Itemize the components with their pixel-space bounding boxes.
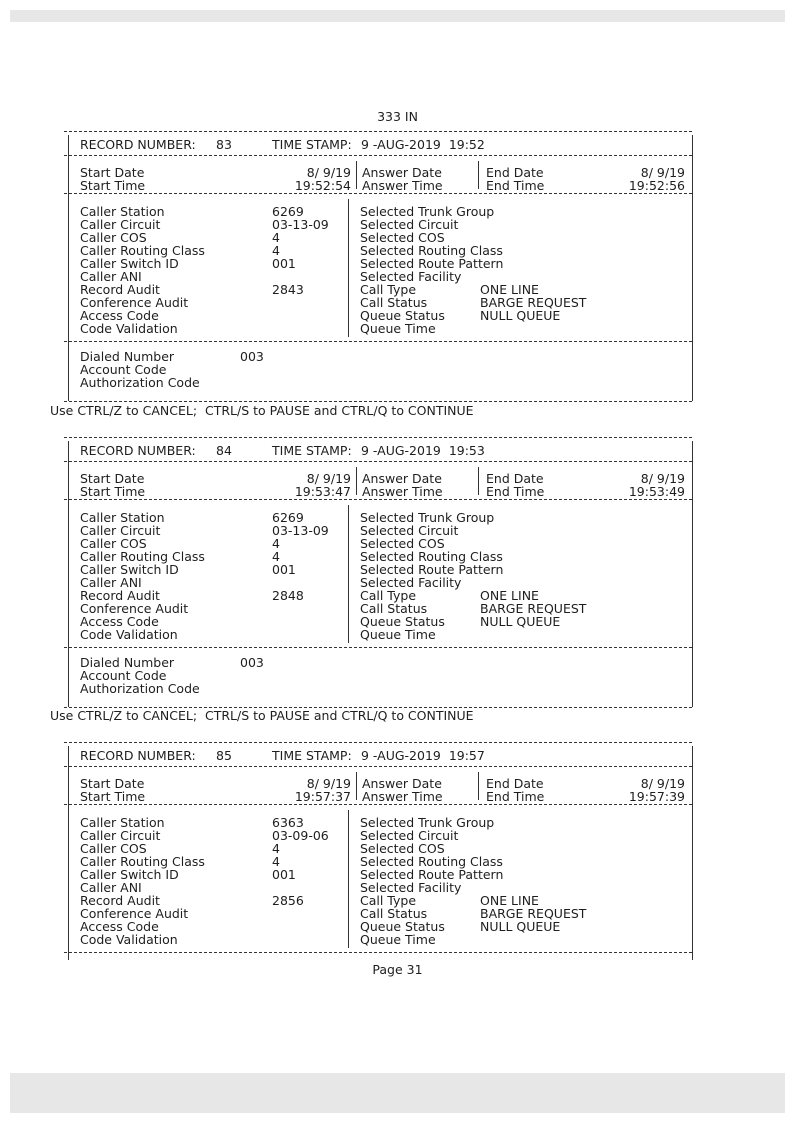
- record-number-value: 83: [216, 137, 232, 152]
- end-divider: [478, 467, 479, 495]
- call-type-label: Call Type: [360, 282, 417, 297]
- end-divider: [478, 772, 479, 800]
- end-time-label: End Time: [486, 789, 545, 804]
- start-date-value: 8/ 9/19: [306, 165, 351, 180]
- start-date-label: Start Date: [80, 471, 145, 486]
- caller-station-value: 6269: [272, 510, 304, 525]
- start-date-value: 8/ 9/19: [306, 471, 351, 486]
- record-main-rule: [64, 341, 692, 342]
- caller-station-label: Caller Station: [80, 204, 165, 219]
- record-audit-label: Record Audit: [80, 588, 160, 603]
- caller-station-value: 6363: [272, 815, 304, 830]
- record-times-rule: [64, 499, 692, 500]
- page-number: Page 31: [372, 962, 423, 977]
- record-header-rule: [64, 155, 692, 156]
- caller-ani-label: Caller ANI: [80, 575, 142, 590]
- caller-cos-label: Caller COS: [80, 230, 147, 245]
- time-stamp-label: TIME STAMP:: [272, 137, 352, 152]
- record-header-rule: [64, 461, 692, 462]
- account-code-label: Account Code: [80, 668, 167, 683]
- answer-time-label: Answer Time: [362, 178, 443, 193]
- end-date-label: End Date: [486, 165, 544, 180]
- record-times-rule: [64, 193, 692, 194]
- call-type-value: ONE LINE: [480, 282, 539, 297]
- record-header-rule: [64, 766, 692, 767]
- dialed-number-value: 003: [240, 349, 264, 364]
- selected-trunk-group-label: Selected Trunk Group: [360, 204, 495, 219]
- selected-circuit-label: Selected Circuit: [360, 828, 459, 843]
- caller-cos-label: Caller COS: [80, 536, 147, 551]
- caller-ani-label: Caller ANI: [80, 269, 142, 284]
- caller-circuit-value: 03-13-09: [272, 217, 329, 232]
- call-type-value: ONE LINE: [480, 893, 539, 908]
- queue-status-value: NULL QUEUE: [480, 919, 561, 934]
- caller-switch-id-value: 001: [272, 256, 296, 271]
- code-validation-label: Code Validation: [80, 627, 178, 642]
- selected-divider: [348, 505, 349, 643]
- call-status-value: BARGE REQUEST: [480, 295, 587, 310]
- caller-cos-value: 4: [272, 230, 280, 245]
- answer-divider: [356, 467, 357, 495]
- selected-divider: [348, 199, 349, 337]
- selected-routing-class-label: Selected Routing Class: [360, 854, 503, 869]
- access-code-label: Access Code: [80, 614, 159, 629]
- record-left-border: [68, 441, 69, 707]
- selected-route-pattern-label: Selected Route Pattern: [360, 256, 504, 271]
- end-divider: [478, 161, 479, 189]
- call-status-label: Call Status: [360, 601, 428, 616]
- time-stamp-label: TIME STAMP:: [272, 748, 352, 763]
- queue-time-label: Queue Time: [360, 321, 436, 336]
- record-number-value: 85: [216, 748, 232, 763]
- caller-circuit-label: Caller Circuit: [80, 828, 161, 843]
- record-right-border: [692, 135, 693, 401]
- selected-divider: [348, 810, 349, 948]
- caller-circuit-value: 03-13-09: [272, 523, 329, 538]
- end-time-label: End Time: [486, 484, 545, 499]
- caller-circuit-label: Caller Circuit: [80, 523, 161, 538]
- answer-date-label: Answer Date: [362, 165, 442, 180]
- caller-switch-id-label: Caller Switch ID: [80, 256, 179, 271]
- record-top-rule: [64, 742, 692, 743]
- selected-facility-label: Selected Facility: [360, 575, 462, 590]
- dialed-number-value: 003: [240, 655, 264, 670]
- end-date-label: End Date: [486, 776, 544, 791]
- record-number-label: RECORD NUMBER:: [80, 137, 196, 152]
- call-status-value: BARGE REQUEST: [480, 601, 587, 616]
- record-audit-value: 2856: [272, 893, 304, 908]
- start-time-value: 19:52:54: [294, 178, 351, 193]
- queue-status-label: Queue Status: [360, 919, 445, 934]
- authorization-code-label: Authorization Code: [80, 375, 200, 390]
- end-time-label: End Time: [486, 178, 545, 193]
- caller-switch-id-label: Caller Switch ID: [80, 867, 179, 882]
- code-validation-label: Code Validation: [80, 932, 178, 947]
- caller-station-value: 6269: [272, 204, 304, 219]
- selected-trunk-group-label: Selected Trunk Group: [360, 510, 495, 525]
- call-type-value: ONE LINE: [480, 588, 539, 603]
- caller-routing-class-value: 4: [272, 549, 280, 564]
- selected-trunk-group-label: Selected Trunk Group: [360, 815, 495, 830]
- call-status-label: Call Status: [360, 295, 428, 310]
- start-time-value: 19:53:47: [294, 484, 351, 499]
- call-type-label: Call Type: [360, 893, 417, 908]
- answer-divider: [356, 161, 357, 189]
- start-date-value: 8/ 9/19: [306, 776, 351, 791]
- record-left-border: [68, 746, 69, 960]
- caller-routing-class-value: 4: [272, 243, 280, 258]
- selected-route-pattern-label: Selected Route Pattern: [360, 562, 504, 577]
- start-date-label: Start Date: [80, 776, 145, 791]
- caller-cos-label: Caller COS: [80, 841, 147, 856]
- queue-time-label: Queue Time: [360, 932, 436, 947]
- caller-switch-id-label: Caller Switch ID: [80, 562, 179, 577]
- queue-status-label: Queue Status: [360, 614, 445, 629]
- record-number-label: RECORD NUMBER:: [80, 443, 196, 458]
- end-date-value: 8/ 9/19: [640, 165, 685, 180]
- end-date-label: End Date: [486, 471, 544, 486]
- report-title: 333 IN: [377, 109, 418, 124]
- call-status-label: Call Status: [360, 906, 428, 921]
- selected-cos-label: Selected COS: [360, 536, 445, 551]
- start-time-value: 19:57:37: [294, 789, 351, 804]
- caller-station-label: Caller Station: [80, 815, 165, 830]
- time-stamp-value: 9 -AUG-2019 19:57: [361, 748, 485, 763]
- record-audit-value: 2848: [272, 588, 304, 603]
- answer-divider: [356, 772, 357, 800]
- record-audit-label: Record Audit: [80, 282, 160, 297]
- queue-time-label: Queue Time: [360, 627, 436, 642]
- answer-date-label: Answer Date: [362, 471, 442, 486]
- record-top-rule: [64, 131, 692, 132]
- record-left-border: [68, 135, 69, 401]
- end-time-value: 19:57:39: [628, 789, 685, 804]
- account-code-label: Account Code: [80, 362, 167, 377]
- caller-routing-class-label: Caller Routing Class: [80, 243, 205, 258]
- dialed-number-label: Dialed Number: [80, 349, 175, 364]
- caller-routing-class-value: 4: [272, 854, 280, 869]
- terminal-prompt: Use CTRL/Z to CANCEL; CTRL/S to PAUSE and CTRL/Q to CONTINUE: [50, 708, 474, 723]
- dialed-number-label: Dialed Number: [80, 655, 175, 670]
- record-number-label: RECORD NUMBER:: [80, 748, 196, 763]
- record-right-border: [692, 441, 693, 707]
- record-end-rule: [64, 401, 692, 402]
- answer-time-label: Answer Time: [362, 789, 443, 804]
- selected-routing-class-label: Selected Routing Class: [360, 549, 503, 564]
- answer-date-label: Answer Date: [362, 776, 442, 791]
- start-time-label: Start Time: [80, 178, 146, 193]
- access-code-label: Access Code: [80, 919, 159, 934]
- caller-cos-value: 4: [272, 841, 280, 856]
- caller-circuit-value: 03-09-06: [272, 828, 329, 843]
- record-number-value: 84: [216, 443, 232, 458]
- end-date-value: 8/ 9/19: [640, 471, 685, 486]
- start-time-label: Start Time: [80, 789, 146, 804]
- queue-status-value: NULL QUEUE: [480, 614, 561, 629]
- caller-cos-value: 4: [272, 536, 280, 551]
- selected-route-pattern-label: Selected Route Pattern: [360, 867, 504, 882]
- call-type-label: Call Type: [360, 588, 417, 603]
- time-stamp-label: TIME STAMP:: [272, 443, 352, 458]
- record-times-rule: [64, 804, 692, 805]
- conference-audit-label: Conference Audit: [80, 906, 189, 921]
- access-code-label: Access Code: [80, 308, 159, 323]
- queue-status-label: Queue Status: [360, 308, 445, 323]
- terminal-prompt: Use CTRL/Z to CANCEL; CTRL/S to PAUSE and CTRL/Q to CONTINUE: [50, 403, 474, 418]
- record-top-rule: [64, 437, 692, 438]
- code-validation-label: Code Validation: [80, 321, 178, 336]
- record-audit-value: 2843: [272, 282, 304, 297]
- record-right-border: [692, 746, 693, 960]
- record-main-rule: [64, 647, 692, 648]
- answer-time-label: Answer Time: [362, 484, 443, 499]
- record-main-rule: [64, 952, 692, 953]
- caller-routing-class-label: Caller Routing Class: [80, 854, 205, 869]
- call-status-value: BARGE REQUEST: [480, 906, 587, 921]
- authorization-code-label: Authorization Code: [80, 681, 200, 696]
- conference-audit-label: Conference Audit: [80, 601, 189, 616]
- time-stamp-value: 9 -AUG-2019 19:52: [361, 137, 485, 152]
- caller-routing-class-label: Caller Routing Class: [80, 549, 205, 564]
- end-date-value: 8/ 9/19: [640, 776, 685, 791]
- caller-circuit-label: Caller Circuit: [80, 217, 161, 232]
- caller-switch-id-value: 001: [272, 867, 296, 882]
- queue-status-value: NULL QUEUE: [480, 308, 561, 323]
- selected-circuit-label: Selected Circuit: [360, 523, 459, 538]
- start-date-label: Start Date: [80, 165, 145, 180]
- end-time-value: 19:52:56: [628, 178, 685, 193]
- selected-cos-label: Selected COS: [360, 230, 445, 245]
- selected-circuit-label: Selected Circuit: [360, 217, 459, 232]
- start-time-label: Start Time: [80, 484, 146, 499]
- end-time-value: 19:53:49: [628, 484, 685, 499]
- caller-switch-id-value: 001: [272, 562, 296, 577]
- time-stamp-value: 9 -AUG-2019 19:53: [361, 443, 485, 458]
- selected-facility-label: Selected Facility: [360, 269, 462, 284]
- caller-station-label: Caller Station: [80, 510, 165, 525]
- selected-facility-label: Selected Facility: [360, 880, 462, 895]
- selected-routing-class-label: Selected Routing Class: [360, 243, 503, 258]
- caller-ani-label: Caller ANI: [80, 880, 142, 895]
- conference-audit-label: Conference Audit: [80, 295, 189, 310]
- record-audit-label: Record Audit: [80, 893, 160, 908]
- selected-cos-label: Selected COS: [360, 841, 445, 856]
